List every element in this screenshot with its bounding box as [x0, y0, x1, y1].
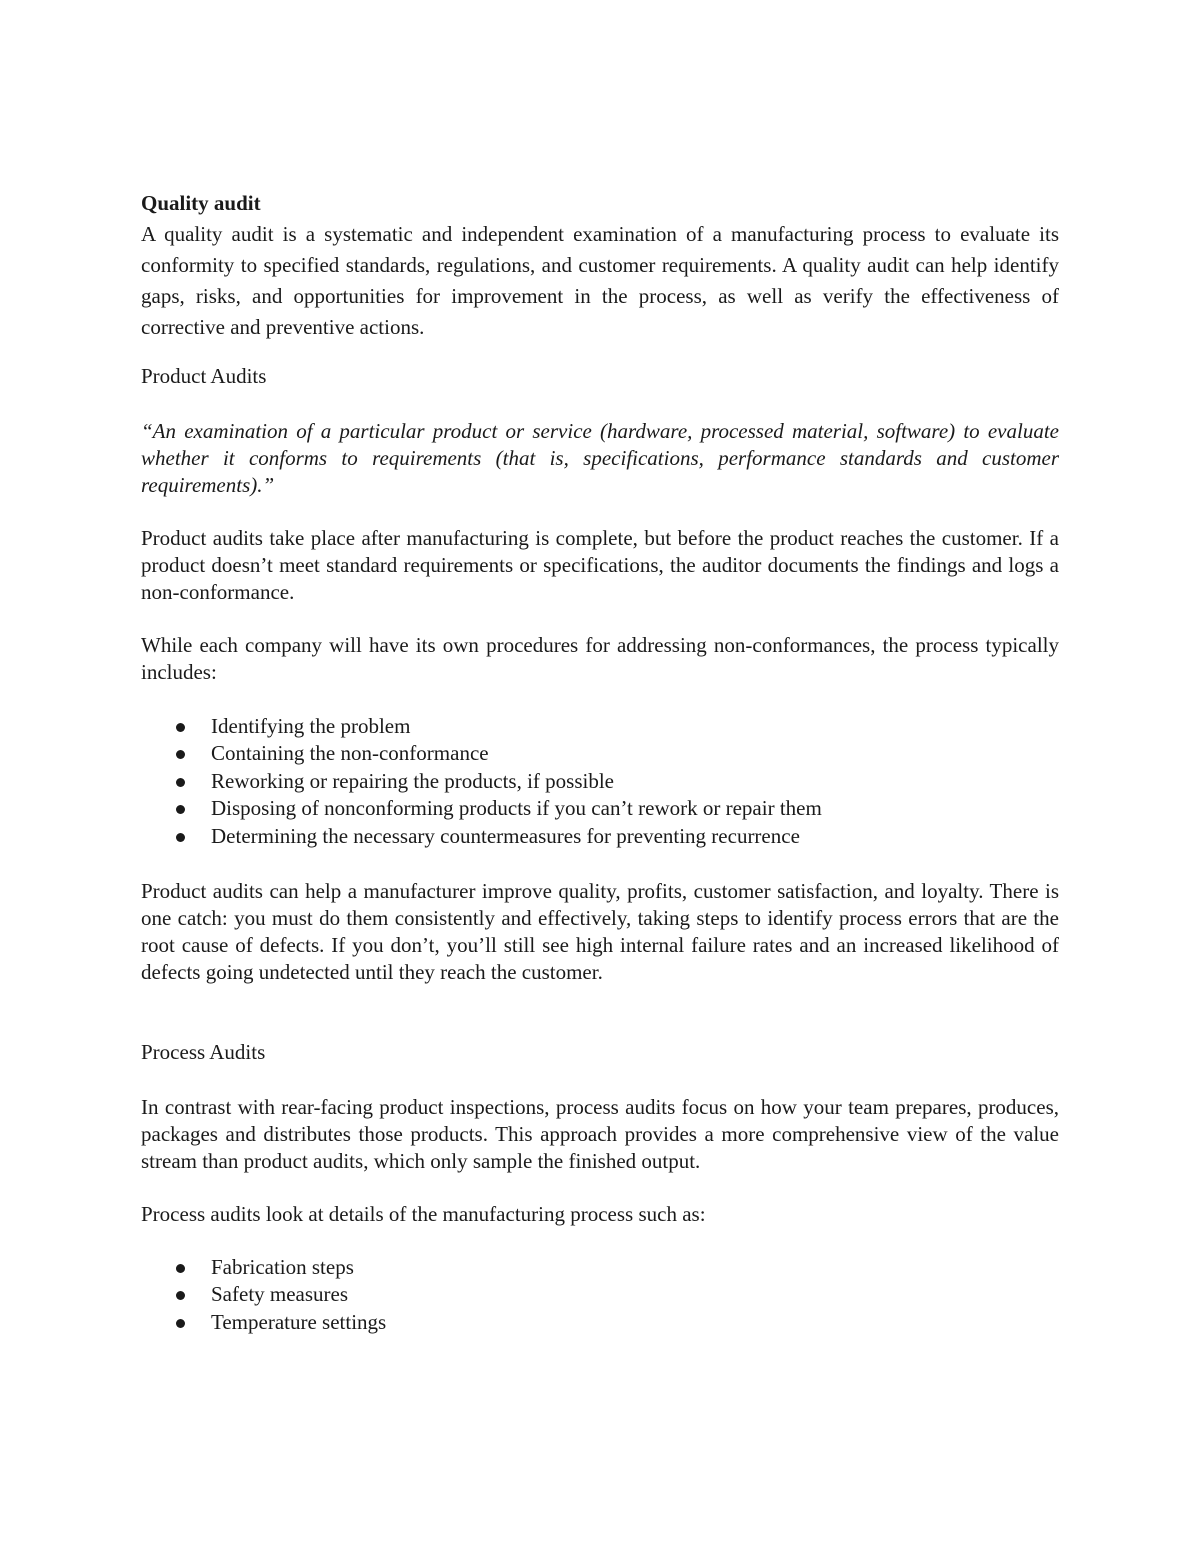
process-details-list [141, 1254, 1059, 1336]
document-page [141, 188, 1059, 1336]
process-audits-title: Process Audits [141, 1040, 266, 1065]
product-audits-paragraph-1: Product audits take place after manufacturing is complete, but before the product reaches the customer. If a product doesn’t meet standard requirements or specifications, the auditor documents the findings and logs a non-conformance. [141, 526, 1059, 604]
bullet-icon [176, 833, 185, 842]
list-item-text: Determining the necessary countermeasures for preventing recurrence [211, 823, 800, 848]
list-item [141, 1254, 1059, 1281]
intro-paragraph: A quality audit is a systematic and independent examination of a manufacturing process to evaluate its conformity to specified standards, regulations, and customer requirements. A quality audit can help identify gaps, risks, and opportunities for improvement in the process, as well as verify the effectiveness of corrective and preventive actions. [141, 222, 1059, 339]
bullet-icon [176, 723, 185, 732]
nonconformance-steps-list [141, 713, 1059, 850]
process-audits-paragraph-1: In contrast with rear-facing product inspections, process audits focus on how your team prepares, produces, packages and distributes those products. This approach provides a more comprehensive view of the value stream than product audits, which only sample the finished output. [141, 1095, 1059, 1174]
list-item [141, 740, 1059, 767]
list-item [141, 795, 1059, 822]
bullet-icon [176, 750, 185, 759]
product-audits-paragraph-2: While each company will have its own procedures for addressing non-conformances, the process typically includes: [141, 633, 1059, 684]
bullet-icon [176, 1319, 185, 1328]
list-item-text: Containing the non-conformance [211, 741, 489, 766]
list-item-text: Identifying the problem [211, 714, 411, 738]
list-item [141, 1309, 1059, 1336]
list-item [141, 823, 1059, 850]
product-audits-paragraph-3: Product audits can help a manufacturer improve quality, profits, customer satisfaction, and loyalty. There is one catch: you must do them consistently and effectively, taking steps to identify process errors that are the root cause of defects. If you don’t, you’ll still see high internal failure rates and an increased likelihood of defects going undetected until they reach the customer. [141, 879, 1059, 985]
list-item [141, 1281, 1059, 1308]
bullet-icon [176, 1264, 185, 1273]
list-item-text: Reworking or repairing the products, if possible [211, 768, 614, 793]
product-audits-quote: “An examination of a particular product or service (hardware, processed material, software) to evaluate whether it conforms to requirements (that is, specifications, performance standards and customer requirements).” [141, 419, 1059, 497]
bullet-icon [176, 778, 185, 787]
product-audits-title: Product Audits [141, 364, 267, 388]
list-item-text: Disposing of nonconforming products if you can’t rework or repair them [211, 796, 822, 821]
process-audits-paragraph-2: Process audits look at details of the manufacturing process such as: [141, 1202, 706, 1227]
list-item-text: Safety measures [211, 1282, 349, 1307]
list-item [141, 713, 1059, 740]
document-heading: Quality audit [141, 191, 261, 215]
bullet-icon [176, 1291, 185, 1300]
bullet-icon [176, 805, 185, 814]
list-item [141, 768, 1059, 795]
list-item-text: Temperature settings [211, 1309, 387, 1334]
list-item-text: Fabrication steps [211, 1255, 354, 1280]
